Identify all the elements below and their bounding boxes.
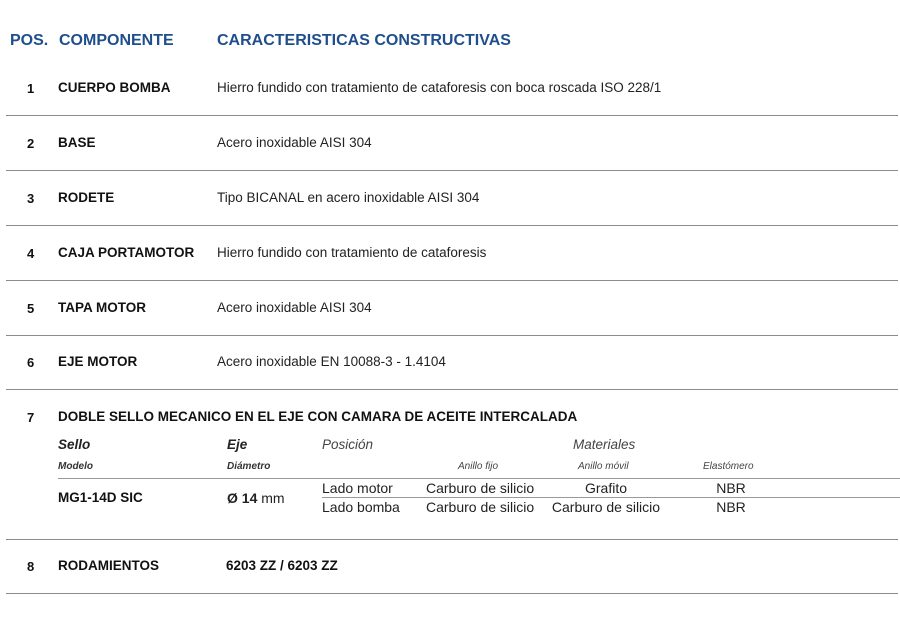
- row-divider: [6, 389, 898, 390]
- seal-title: DOBLE SELLO MECANICO EN EL EJE CON CAMARA DE ACEITE INTERCALADA: [58, 409, 578, 424]
- row-description: Hierro fundido con tratamiento de cataforesis con boca roscada ISO 228/1: [217, 80, 662, 95]
- row-pos: 4: [27, 246, 35, 261]
- seal-entry-position: Lado bomba: [322, 499, 400, 515]
- seal-diameter: [227, 490, 285, 506]
- seal-entry-moving-ring: Carburo de silicio: [551, 499, 661, 515]
- seal-diameter-unit: mm: [261, 490, 285, 506]
- seal-entry-position: Lado motor: [322, 480, 393, 496]
- seal-col-materiales: Materiales: [573, 437, 636, 452]
- header-pos: POS.: [10, 32, 49, 49]
- row-pos: 1: [27, 81, 35, 96]
- row-description: Hierro fundido con tratamiento de cataforesis: [217, 245, 487, 260]
- row-divider: [6, 170, 898, 171]
- header-characteristics: CARACTERISTICAS CONSTRUCTIVAS: [217, 32, 511, 49]
- seal-header-divider: [58, 478, 900, 479]
- row-divider: [6, 335, 898, 336]
- seal-sub-anillo-fijo: Anillo fijo: [458, 461, 499, 472]
- row-pos: 2: [27, 136, 35, 151]
- seal-entry-elastomer: NBR: [716, 480, 746, 496]
- row-pos: 3: [27, 191, 35, 206]
- row-component: CAJA PORTAMOTOR: [58, 245, 195, 260]
- bearings-pos: 8: [27, 559, 35, 574]
- bearings-value: 6203 ZZ / 6203 ZZ: [226, 558, 338, 573]
- row-description: Acero inoxidable EN 10088-3 - 1.4104: [217, 354, 446, 369]
- row-component: TAPA MOTOR: [58, 300, 146, 315]
- row-description: Tipo BICANAL en acero inoxidable AISI 304: [217, 190, 480, 205]
- seal-col-eje: Eje: [227, 437, 248, 452]
- row-description: Acero inoxidable AISI 304: [217, 300, 372, 315]
- row-divider: [6, 539, 898, 540]
- bearings-component: RODAMIENTOS: [58, 558, 160, 573]
- row-divider: [6, 280, 898, 281]
- seal-entry-moving-ring: Grafito: [584, 480, 627, 496]
- seal-sub-modelo: Modelo: [58, 461, 93, 472]
- seal-entry-fixed-ring: Carburo de silicio: [426, 499, 535, 515]
- row-component: RODETE: [58, 190, 115, 205]
- header-component: COMPONENTE: [59, 32, 174, 49]
- row-component: BASE: [58, 135, 96, 150]
- row-divider: [6, 593, 898, 594]
- seal-entry-fixed-ring: Carburo de silicio: [426, 480, 535, 496]
- seal-col-sello: Sello: [58, 437, 91, 452]
- row-pos: 6: [27, 355, 35, 370]
- seal-model: MG1-14D SIC: [58, 490, 143, 505]
- row-divider: [6, 115, 898, 116]
- seal-sub-diametro: Diámetro: [227, 461, 271, 472]
- seal-entry-elastomer: NBR: [716, 499, 746, 515]
- seal-entry-divider: [322, 497, 900, 498]
- row-pos: 5: [27, 301, 35, 316]
- row-component: EJE MOTOR: [58, 354, 138, 369]
- seal-sub-elastomero: Elastómero: [703, 461, 754, 472]
- seal-sub-anillo-movil: Anillo móvil: [578, 461, 629, 472]
- seal-pos: 7: [27, 410, 35, 425]
- row-component: CUERPO BOMBA: [58, 80, 171, 95]
- seal-col-posicion: Posición: [322, 437, 374, 452]
- row-divider: [6, 225, 898, 226]
- seal-diameter-value: Ø 14: [227, 490, 258, 506]
- row-description: Acero inoxidable AISI 304: [217, 135, 372, 150]
